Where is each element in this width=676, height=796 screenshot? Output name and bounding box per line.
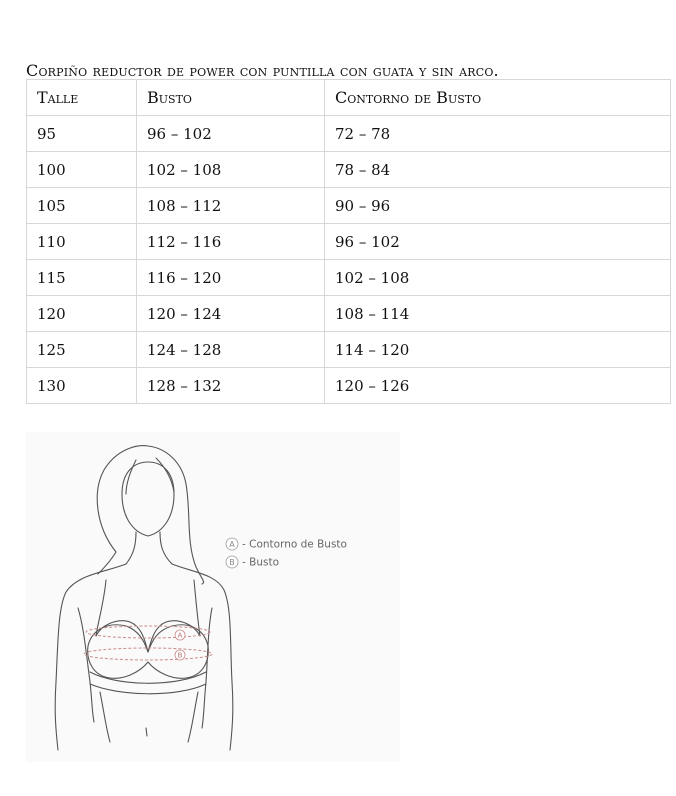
cell-talle: 130 — [27, 368, 137, 404]
cell-talle: 95 — [27, 116, 137, 152]
table-row — [27, 332, 671, 368]
cell-busto: 102 – 108 — [137, 152, 325, 188]
cell-busto: 108 – 112 — [137, 188, 325, 224]
legend-label-b: - Busto — [242, 556, 279, 569]
marker-a-letter: A — [177, 631, 183, 640]
table-row — [27, 296, 671, 332]
measurement-lines — [84, 626, 212, 660]
bra-band — [90, 684, 206, 694]
marker-b-letter: B — [177, 651, 183, 660]
page-title: Corpiño reductor de power con puntilla con guata y sin arco. — [26, 61, 499, 80]
cell-busto: 96 – 102 — [137, 116, 325, 152]
cell-contorno: 120 – 126 — [325, 368, 671, 404]
header-busto: Busto — [137, 80, 325, 116]
cell-busto: 124 – 128 — [137, 332, 325, 368]
marker-b — [175, 650, 185, 660]
cell-talle: 120 — [27, 296, 137, 332]
cell-contorno: 102 – 108 — [325, 260, 671, 296]
legend-label-a: - Contorno de Busto — [242, 538, 347, 551]
legend-letter-a: A — [229, 540, 235, 549]
table-row — [27, 152, 671, 188]
figure-drawing — [26, 432, 400, 762]
cell-contorno: 108 – 114 — [325, 296, 671, 332]
measure-line-a — [86, 626, 210, 638]
legend — [226, 538, 347, 569]
cell-contorno: 78 – 84 — [325, 152, 671, 188]
table-row — [27, 260, 671, 296]
hair-outline — [97, 446, 203, 584]
table-row — [27, 116, 671, 152]
table-row — [27, 224, 671, 260]
legend-item-b — [226, 556, 279, 569]
measurement-illustration — [26, 432, 400, 762]
size-table — [26, 79, 671, 404]
marker-a — [175, 630, 185, 640]
cell-busto: 112 – 116 — [137, 224, 325, 260]
cell-contorno: 114 – 120 — [325, 332, 671, 368]
table-header-row — [27, 80, 671, 116]
table-row — [27, 368, 671, 404]
cell-busto: 120 – 124 — [137, 296, 325, 332]
cell-busto: 116 – 120 — [137, 260, 325, 296]
cell-talle: 100 — [27, 152, 137, 188]
cell-contorno: 72 – 78 — [325, 116, 671, 152]
legend-item-a — [226, 538, 347, 551]
cell-talle: 105 — [27, 188, 137, 224]
table-row — [27, 188, 671, 224]
header-contorno: Contorno de Busto — [325, 80, 671, 116]
header-talle: Talle — [27, 80, 137, 116]
cell-busto: 128 – 132 — [137, 368, 325, 404]
cell-contorno: 96 – 102 — [325, 224, 671, 260]
cell-talle: 110 — [27, 224, 137, 260]
cell-talle: 125 — [27, 332, 137, 368]
cell-talle: 115 — [27, 260, 137, 296]
figure-outline — [55, 446, 233, 750]
legend-letter-b: B — [229, 558, 235, 567]
cell-contorno: 90 – 96 — [325, 188, 671, 224]
